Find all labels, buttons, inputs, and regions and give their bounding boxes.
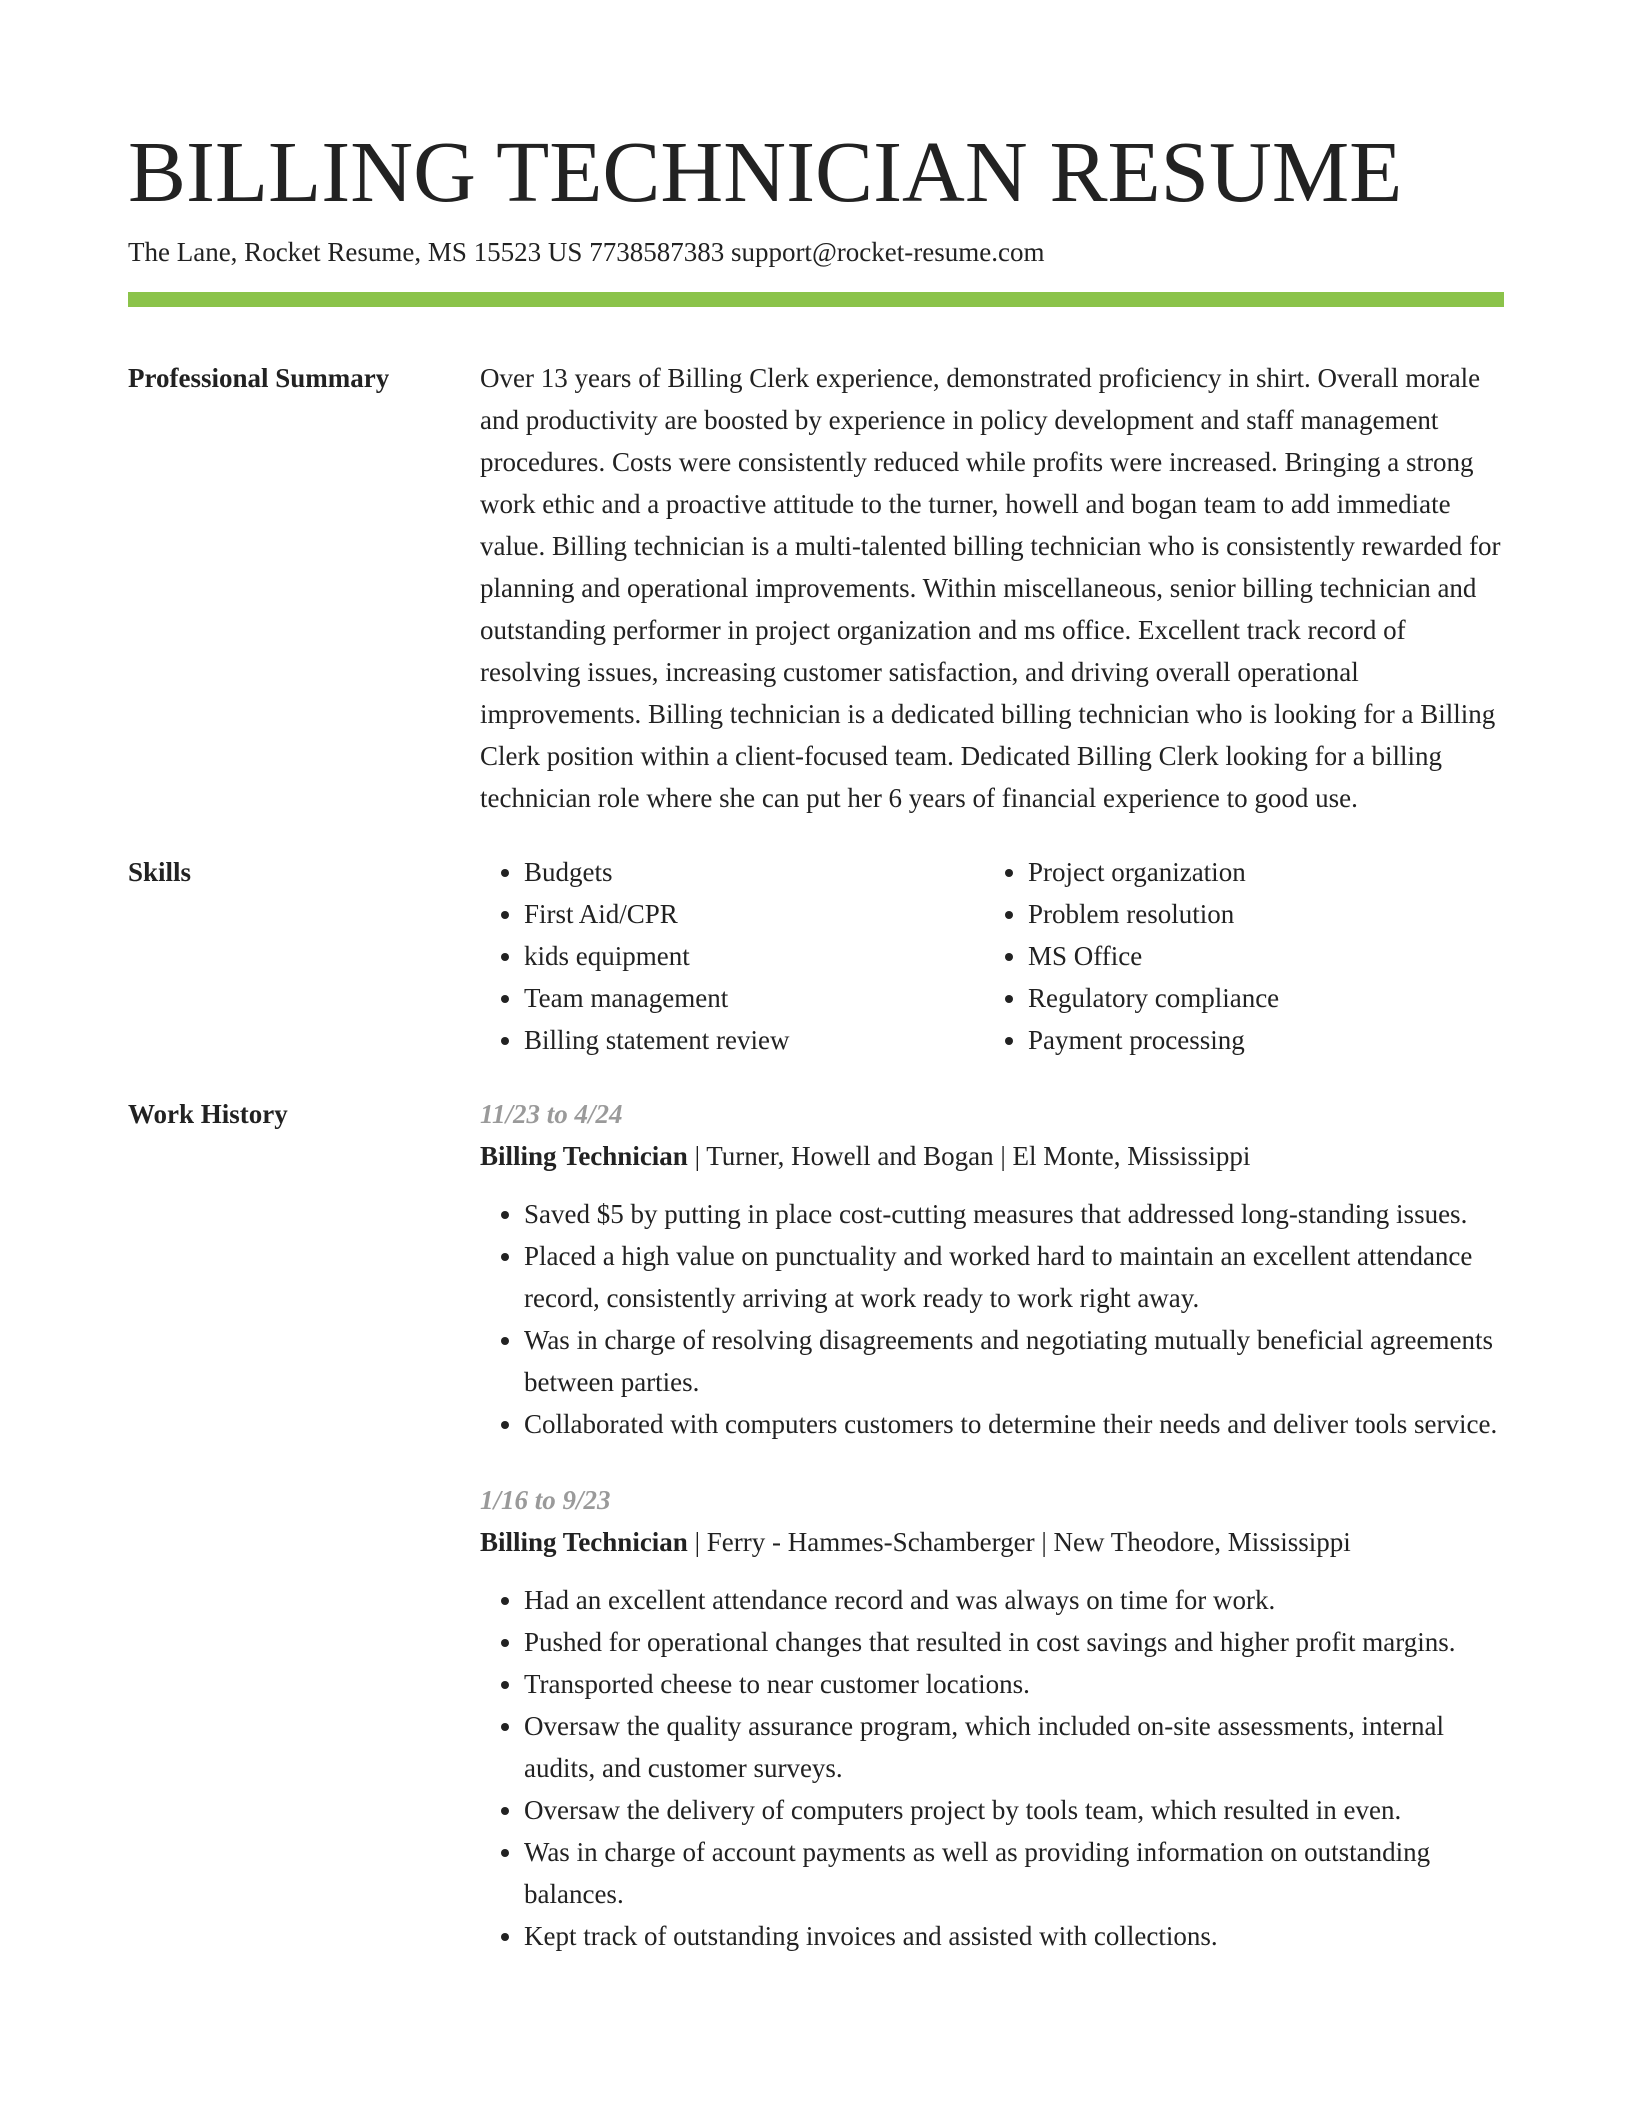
- job-bullet-list: [480, 1579, 1504, 1957]
- job-bullet: • Had an excellent attendance record and was always on time for work.: [524, 1579, 1504, 1621]
- skills-list-left: [480, 851, 984, 1061]
- skills-body: [480, 851, 1504, 1061]
- job-bullet: • Was in charge of resolving disagreements and negotiating mutually beneficial agreements between parties.: [524, 1319, 1504, 1403]
- job-bullet: • Was in charge of account payments as well as providing information on outstanding balances.: [524, 1831, 1504, 1915]
- skill-item: • Payment processing: [1028, 1019, 1488, 1061]
- skill-item: • kids equipment: [524, 935, 984, 977]
- skills-list-right: [984, 851, 1488, 1061]
- contact-line: The Lane, Rocket Resume, MS 15523 US 7738587383 support@rocket-resume.com: [128, 237, 1045, 267]
- skill-item: • Problem resolution: [1028, 893, 1488, 935]
- job-title: Billing Technician: [480, 1527, 688, 1557]
- job-bullet: • Oversaw the delivery of computers project by tools team, which resulted in even.: [524, 1789, 1504, 1831]
- skill-item: • Budgets: [524, 851, 984, 893]
- job-bullet: • Collaborated with computers customers to determine their needs and deliver tools service.: [524, 1403, 1504, 1445]
- job-dates: 1/16 to 9/23: [480, 1485, 611, 1515]
- job-bullet: • Saved $5 by putting in place cost-cutting measures that addressed long-standing issues.: [524, 1193, 1504, 1235]
- skill-item: • First Aid/CPR: [524, 893, 984, 935]
- professional-summary-section: [128, 357, 1504, 819]
- job-company-location: | Turner, Howell and Bogan | El Monte, Mississippi: [687, 1141, 1251, 1171]
- section-label-summary: Professional Summary: [128, 363, 390, 393]
- job-bullet: • Pushed for operational changes that resulted in cost savings and higher profit margins.: [524, 1621, 1504, 1663]
- skill-item: • Team management: [524, 977, 984, 1019]
- skill-item: • Regulatory compliance: [1028, 977, 1488, 1019]
- resume-title: BILLING TECHNICIAN RESUME: [128, 123, 1403, 220]
- section-label-work-history: Work History: [128, 1099, 288, 1129]
- skills-columns: [480, 851, 1504, 1061]
- work-history-section: [128, 1093, 1504, 1991]
- section-label-skills: Skills: [128, 857, 192, 887]
- skill-item: • Project organization: [1028, 851, 1488, 893]
- job-bullet: • Placed a high value on punctuality and worked hard to maintain an excellent attendance record, consistently arriving at work ready to work right away.: [524, 1235, 1504, 1319]
- job-heading: [480, 1135, 1504, 1177]
- job-dates: 11/23 to 4/24: [480, 1099, 623, 1129]
- work-history-body: [480, 1093, 1504, 1991]
- job-bullet: • Kept track of outstanding invoices and assisted with collections.: [524, 1915, 1504, 1957]
- header-divider: [128, 292, 1504, 307]
- skill-item: • Billing statement review: [524, 1019, 984, 1061]
- job-bullet-list: [480, 1193, 1504, 1445]
- job-heading: [480, 1521, 1504, 1563]
- job-title: Billing Technician: [480, 1141, 688, 1171]
- job-bullet: • Transported cheese to near customer locations.: [524, 1663, 1504, 1705]
- job-company-location: | Ferry - Hammes-Schamberger | New Theodore, Mississippi: [687, 1527, 1351, 1557]
- job-entry: [480, 1093, 1504, 1445]
- summary-text: Over 13 years of Billing Clerk experience, demonstrated proficiency in shirt. Overall morale and productivity are boosted by experience in policy development and staff management procedures. Costs were consistently reduced while profits were increased. Bringing a strong work ethic and a proactive attitude to the turner, howell and bogan team to add immediate value. Billing technician is a multi-talented billing technician who is consistently rewarded for planning and operational improvements. Within miscellaneous, senior billing technician and outstanding performer in project organization and ms office. Excellent track record of resolving issues, increasing customer satisfaction, and driving overall operational improvements. Billing technician is a dedicated billing technician who is looking for a Billing Clerk position within a client-focused team. Dedicated Billing Clerk looking for a billing technician role where she can put her 6 years of financial experience to good use.: [480, 363, 1501, 813]
- skill-item: • MS Office: [1028, 935, 1488, 977]
- job-bullet: • Oversaw the quality assurance program, which included on-site assessments, internal audits, and customer surveys.: [524, 1705, 1504, 1789]
- job-entry: [480, 1479, 1504, 1957]
- skills-section: [128, 851, 1504, 1061]
